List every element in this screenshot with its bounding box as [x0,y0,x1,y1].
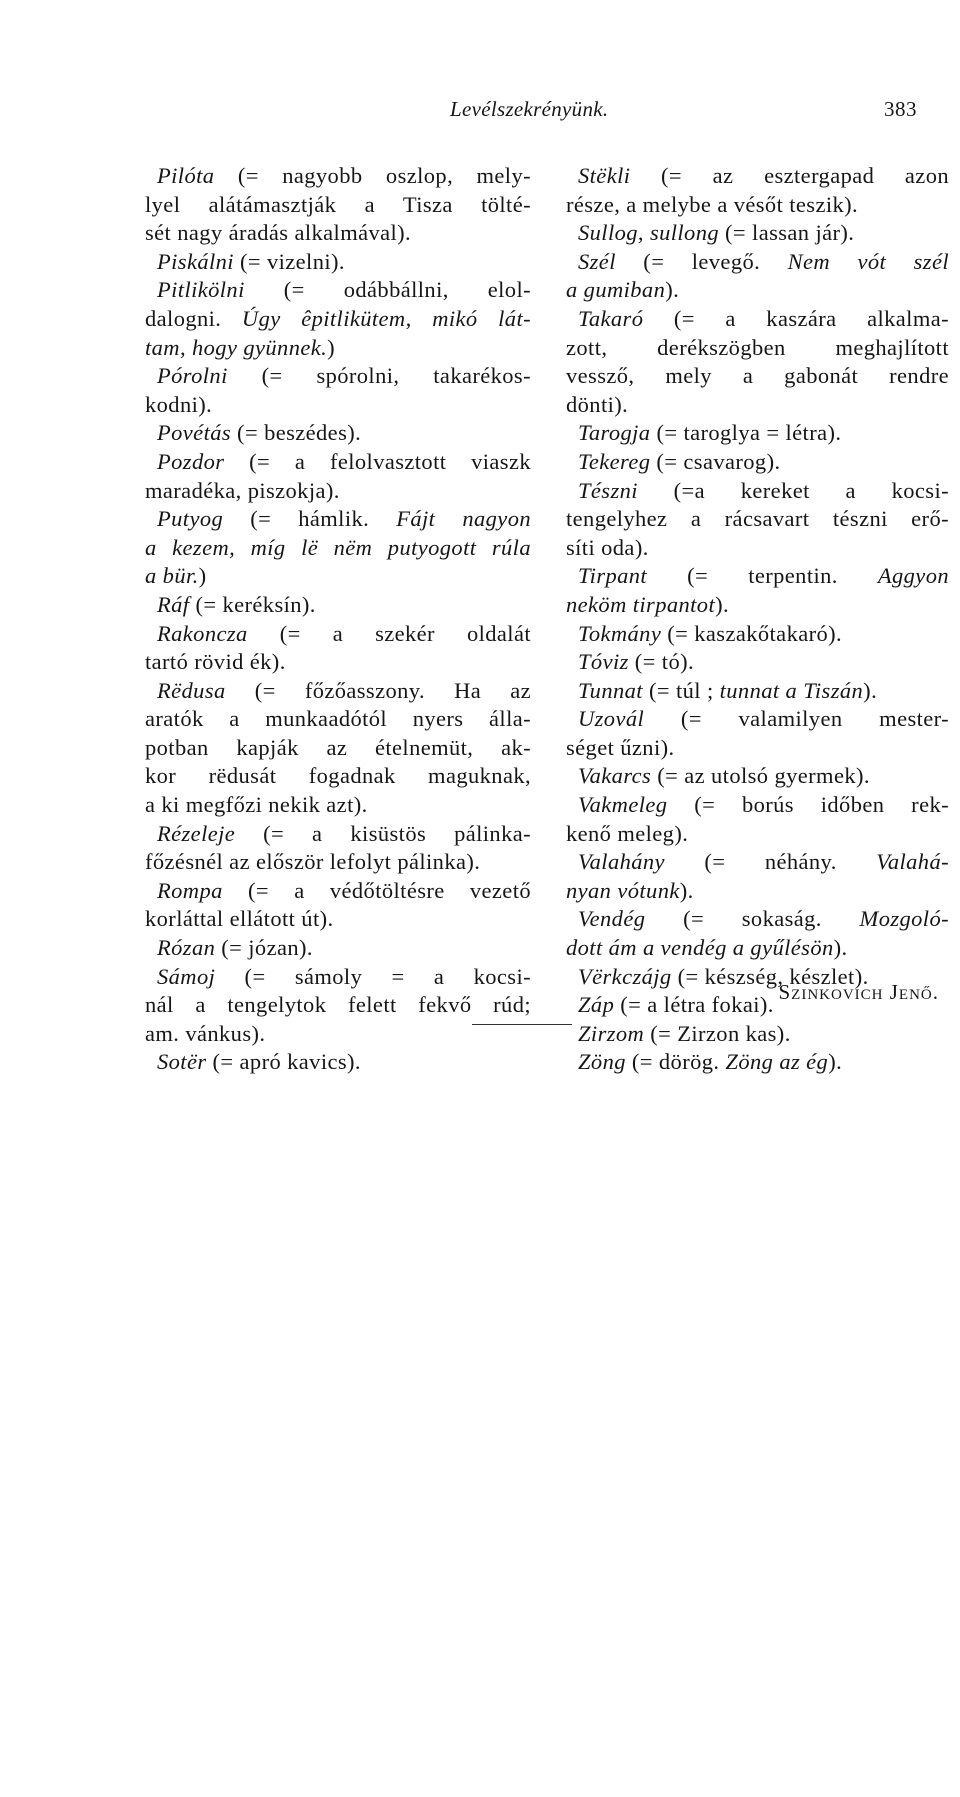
entry-headline: Sotër (= apró kavics). [157,1049,361,1075]
entry-line: síti oda). [566,534,649,560]
dictionary-entry [566,477,949,563]
entry-headline: Valahány (= néhány. Valahá- [578,849,949,875]
dictionary-entry [145,820,531,877]
entry-line: a ki megfőzi nekik azt). [145,792,368,818]
entry-headline: Pozdor (= a felolvasztott viaszk [157,448,531,474]
entry-line: kenő meleg). [566,820,689,846]
entry-line: főzésnél az először lefolyt pálinka). [145,849,481,875]
entry-headline: Sámoj (= sámoly = a kocsi- [157,963,531,989]
dictionary-entry [566,248,949,305]
entry-headline: Pitlikölni (= odábbállni, elol- [157,277,531,303]
entry-headline: Vendég (= sokaság. Mozgoló- [578,906,949,932]
running-title: Levélszekrényünk. [450,97,609,121]
entry-line: nyan vótunk). [566,877,694,903]
dictionary-entry [566,677,949,706]
dictionary-entry [145,448,531,505]
dictionary-entry [145,276,531,362]
dictionary-entry [145,362,531,419]
dictionary-entry [566,705,949,762]
dictionary-entry [566,1020,949,1049]
dictionary-entry [145,877,531,934]
dictionary-entry [145,677,531,820]
entry-line: tam, hogy gyünnek.) [145,334,336,360]
entry-line: aratók a munkaadótól nyers álla- [145,706,531,732]
dictionary-entry [566,219,949,248]
entry-line: neköm tirpantot). [566,591,730,617]
dictionary-entry [145,162,531,248]
dictionary-entry [566,620,949,649]
dictionary-entry [566,562,949,619]
dictionary-entry [145,248,531,277]
entry-headline: Tóviz (= tó). [578,649,695,675]
entry-line: dalogni. Úgy êpitlikütem, mikó lát- [145,305,531,331]
entry-line: a kezem, míg lë nëm putyogott rúla [145,534,531,560]
entry-headline: Záp (= a létra fokai). [578,992,774,1018]
entry-headline: Putyog (= hámlik. Fájt nagyon [157,506,531,532]
entry-headline: Tészni (=a kereket a kocsi- [578,477,949,503]
dictionary-entry [145,419,531,448]
entry-headline: Rompa (= a védőtöltésre vezető [157,877,531,903]
entry-headline: Tokmány (= kaszakőtakaró). [578,620,843,646]
entry-headline: Piskálni (= vizelni). [157,248,345,274]
entry-line: séget űzni). [566,734,675,760]
dictionary-entry [566,305,949,419]
entry-line: kor rëdusát fogadnak maguknak, [145,763,531,789]
closing-rule [472,1024,572,1025]
entry-headline: Vakmeleg (= borús időben rek- [578,792,949,818]
entry-headline: Pórolni (= spórolni, takarékos- [157,363,531,389]
entry-line: potban kapják az ételnemüt, ak- [145,734,531,760]
dictionary-entry [145,934,531,963]
entry-headline: Ráf (= keréksín). [157,591,316,617]
left-column [145,162,531,1077]
entry-headline: Takaró (= a kaszára alkalma- [578,305,949,331]
entry-headline: Tirpant (= terpentin. Aggyon [578,563,949,589]
dictionary-entry [566,448,949,477]
signature-block [566,980,949,1005]
entry-line: tartó rövid ék). [145,649,286,675]
dictionary-entry [566,791,949,848]
dictionary-entry [566,905,949,962]
entry-headline: Stëkli (= az esztergapad azon [578,163,949,188]
dictionary-entry [145,620,531,677]
dictionary-entry [145,963,531,1049]
entry-line: maradéka, piszokja). [145,477,340,503]
entry-line: am. vánkus). [145,1020,266,1046]
entry-headline: Povétás (= beszédes). [157,420,362,446]
entry-headline: Vakarcs (= az utolsó gyermek). [578,763,870,789]
entry-line: dönti). [566,391,629,417]
entry-headline: Zöng (= dörög. Zöng az ég). [578,1049,843,1075]
entry-headline: Pilóta (= nagyobb oszlop, mely- [157,163,531,188]
page-number: 383 [884,97,917,121]
entry-line: zott, derékszögben meghajlított [566,334,949,360]
dictionary-entry [566,1048,949,1077]
entry-headline: Vërkczájg (= készség, készlet). [578,963,869,989]
entry-headline: Sullog, sullong (= lassan jár). [578,220,855,246]
entry-line: nál a tengelytok felett fekvő rúd; [145,992,531,1018]
entry-headline: Rézeleje (= a kisüstös pálinka- [157,820,531,846]
dictionary-entry [566,762,949,791]
entry-headline: Tarogja (= taroglya = létra). [578,420,842,446]
entry-line: a bür.) [145,563,207,589]
entry-headline: Szél (= levegő. Nem vót szél [578,248,949,274]
entry-headline: Uzovál (= valamilyen mester- [578,706,949,732]
entry-headline: Rëdusa (= főzőasszony. Ha az [157,677,531,703]
entry-headline: Tunnat (= túl ; tunnat a Tiszán). [578,677,878,703]
entry-line: kodni). [145,391,213,417]
dictionary-entry [566,162,949,219]
entry-line: sét nagy áradás alkalmával). [145,220,412,246]
dictionary-entry [566,848,949,905]
entry-headline: Rakoncza (= a szekér oldalát [157,620,531,646]
entry-line: dott ám a vendég a gyűlésön). [566,935,848,961]
dictionary-entry [145,505,531,591]
entry-line: része, a melybe a vésőt teszik). [566,191,859,217]
right-column [566,162,949,1077]
signature: Szinkovich Jenő. [778,980,939,1004]
dictionary-entry [566,648,949,677]
dictionary-entry [145,1048,531,1077]
entry-headline: Tekereg (= csavarog). [578,448,781,474]
entry-line: korláttal ellátott út). [145,906,334,932]
entry-line: a gumiban). [566,277,680,303]
entry-headline: Rózan (= józan). [157,935,313,961]
dictionary-entry [145,591,531,620]
entry-line: lyel alátámasztják a Tisza tölté- [145,191,531,217]
entry-headline: Zirzom (= Zirzon kas). [578,1020,791,1046]
entry-line: tengelyhez a rácsavart tészni erő- [566,506,949,532]
dictionary-entry [566,419,949,448]
entry-line: vessző, mely a gabonát rendre [566,363,949,389]
